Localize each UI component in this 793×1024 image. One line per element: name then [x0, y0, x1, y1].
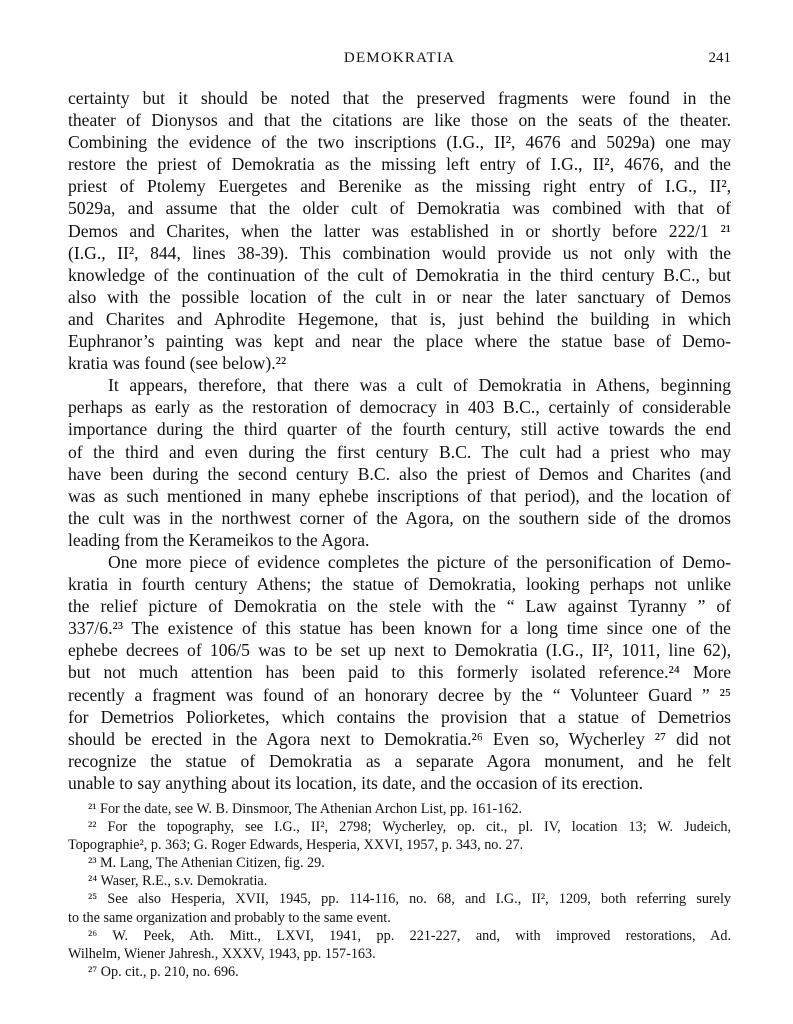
page-number: 241 — [708, 50, 731, 66]
text-line: and Charites and Aphrodite Hegemone, that is, just behind the building in which — [68, 308, 731, 329]
text-line: was as such mentioned in many ephebe inscriptions of that period), and the location of — [68, 485, 731, 506]
text-line: theater of Dionysos and that the citations are like those on the seats of the theater. — [68, 110, 731, 131]
text-line: kratia was found (see below).²² — [68, 353, 287, 374]
page-header — [68, 50, 731, 72]
text-line: Demos and Charites, when the latter was established in or shortly before 222/1 ²¹ — [68, 220, 731, 241]
text-line: One more piece of evidence completes the picture of the personification of Demo- — [108, 551, 731, 572]
text-line: the relief picture of Demokratia on the stele with the “ Law against Tyranny ” of — [68, 596, 731, 617]
text-line: of the third and even during the first century B.C. The cult had a priest who may — [68, 441, 731, 462]
text-line: Euphranor’s painting was kept and near the place where the statue base of Demo- — [68, 331, 731, 352]
text-line: importance during the third quarter of the fourth century, still active towards the end — [68, 419, 731, 440]
footnote-26-cont: Wilhelm, Wiener Jahresh., XXXV, 1943, pp. 157-163. — [68, 945, 376, 962]
footnote-21: ²¹ For the date, see W. B. Dinsmoor, The Athenian Archon List, pp. 161-162. — [88, 801, 523, 817]
footnote-27: ²⁷ Op. cit., p. 210, no. 696. — [88, 963, 239, 980]
text-line: recognize the statue of Demokratia as a separate Agora monument, and he felt — [68, 750, 731, 771]
footnote-25-cont: to the same organization and probably to the same event. — [68, 909, 391, 926]
text-line: restore the priest of Demokratia as the missing left entry of I.G., II², 4676, and the — [68, 154, 731, 175]
text-line: It appears, therefore, that there was a cult of Demokratia in Athens, beginning — [108, 375, 731, 396]
footnote-22-cont: Topographie², p. 363; G. Roger Edwards, Hesperia, XXVI, 1957, p. 343, no. 27. — [68, 837, 524, 854]
footnotes — [68, 800, 731, 981]
main-text — [68, 87, 731, 794]
text-line: (I.G., II², 844, lines 38-39). This combination would provide us not only with the — [68, 242, 731, 263]
text-line: certainty but it should be noted that the preserved fragments were found in the — [68, 88, 731, 108]
text-line: Combining the evidence of the two inscriptions (I.G., II², 4676 and 5029a) one may — [68, 132, 731, 153]
text-line: perhaps as early as the restoration of democracy in 403 B.C., certainly of considerable — [68, 397, 731, 418]
text-line: 5029a, and assume that the older cult of Demokratia was combined with that of — [68, 198, 731, 219]
footnote-26: ²⁶ W. Peek, Ath. Mitt., LXVI, 1941, pp. 221-227, and, with improved restorations, Ad. — [88, 927, 731, 944]
footnote-23: ²³ M. Lang, The Athenian Citizen, fig. 29. — [88, 855, 325, 872]
footnote-22: ²² For the topography, see I.G., II², 2798; Wycherley, op. cit., pl. IV, location 13; W. Judeich, — [88, 819, 731, 836]
running-head: DEMOKRATIA — [343, 50, 456, 66]
footnote-24: ²⁴ Waser, R.E., s.v. Demokratia. — [88, 873, 268, 890]
text-line: have been during the second century B.C. also the priest of Demos and Charites (and — [68, 463, 731, 484]
text-line: 337/6.²³ The existence of this statue has been known for a long time since one of the — [68, 618, 731, 639]
text-line: unable to say anything about its location, its date, and the occasion of its erection. — [68, 772, 644, 793]
text-line: the cult was in the northwest corner of the Agora, on the southern side of the dromos — [68, 507, 731, 528]
footnote-25: ²⁵ See also Hesperia, XVII, 1945, pp. 114-116, no. 68, and I.G., II², 1209, both referring surely — [88, 891, 731, 908]
text-line: ephebe decrees of 106/5 was to be set up next to Demokratia (I.G., II², 1011, line 62), — [68, 640, 731, 661]
text-line: should be erected in the Agora next to Demokratia.²⁶ Even so, Wycherley ²⁷ did not — [68, 728, 731, 749]
text-line: leading from the Kerameikos to the Agora. — [68, 529, 370, 550]
text-line: knowledge of the continuation of the cult of Demokratia in the third century B.C., but — [68, 264, 731, 285]
text-line: but not much attention has been paid to this formerly isolated reference.²⁴ More — [68, 662, 731, 683]
text-line: priest of Ptolemy Euergetes and Berenike as the missing right entry of I.G., II², — [68, 176, 731, 197]
page — [68, 0, 731, 1024]
text-line: recently a fragment was found of an honorary decree by the “ Volunteer Guard ” ²⁵ — [68, 684, 731, 705]
text-line: also with the possible location of the cult in or near the later sanctuary of Demos — [68, 286, 731, 307]
text-line: kratia in fourth century Athens; the statue of Demokratia, looking perhaps not unlike — [68, 574, 731, 595]
text-line: for Demetrios Poliorketes, which contains the provision that a statue of Demetrios — [68, 706, 731, 727]
